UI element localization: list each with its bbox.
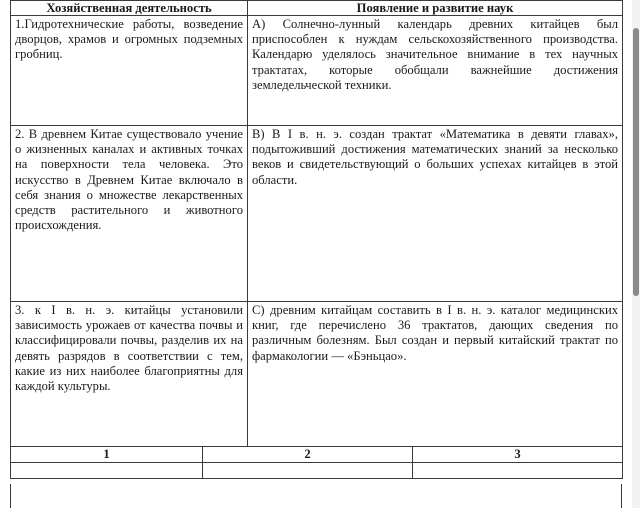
activity-cell-3: 3. к I в. н. э. китайцы установили зависимость урожаев от качества почвы и классифицировали почвы, разделив их на девять разрядов в соответствии с тем, какие из них наиболее благоприятны для каждой культуры. bbox=[11, 302, 248, 447]
science-cell-b: В) В I в. н. э. создан трактат «Математика в девяти главах», подытоживший достижения математических знаний за несколько веков и свидетельствующий о больших успехах китайцев в этой области. bbox=[248, 126, 623, 302]
activity-cell-1: 1.Гидротехнические работы, возведение дворцов, храмов и огромных подземных гробниц. bbox=[11, 16, 248, 126]
header-row bbox=[11, 1, 623, 16]
page-bottom-frame bbox=[10, 484, 622, 508]
answer-number-2: 2 bbox=[203, 447, 413, 463]
scrollbar-thumb[interactable] bbox=[633, 28, 639, 296]
science-cell-a: А) Солнечно-лунный календарь древних китайцев был приспособлен к нуждам сельскохозяйственного производства. Календарю уделялось значительное внимание в тех научных трактатах, которые обобщали важнейшие достижения земледельческой техники. bbox=[248, 16, 623, 126]
answer-cell-3[interactable] bbox=[413, 463, 623, 479]
table-row bbox=[11, 16, 623, 126]
science-cell-c: С) древним китайцам составить в I в. н. э. каталог медицинских книг, где перечислено 36 трактатов, дающих сведения по различным болезням. Был создан и первый китайский трактат по фармакологии — «Бэньцао». bbox=[248, 302, 623, 447]
header-economic-activity: Хозяйственная деятельность bbox=[11, 1, 248, 16]
table-row bbox=[11, 126, 623, 302]
answer-number-row bbox=[11, 447, 623, 463]
matching-table bbox=[10, 0, 623, 447]
worksheet-page bbox=[10, 0, 622, 508]
vertical-scrollbar[interactable] bbox=[632, 0, 640, 508]
table-row bbox=[11, 302, 623, 447]
answer-cell-1[interactable] bbox=[11, 463, 203, 479]
answer-cell-2[interactable] bbox=[203, 463, 413, 479]
header-science-development: Появление и развитие наук bbox=[248, 1, 623, 16]
answer-input-row bbox=[11, 463, 623, 479]
answer-number-3: 3 bbox=[413, 447, 623, 463]
answer-number-1: 1 bbox=[11, 447, 203, 463]
answer-table bbox=[10, 446, 623, 479]
activity-cell-2: 2. В древнем Китае существовало учение о жизненных каналах и активных точках на поверхности тела человека. Это искусство в Древнем Китае включало в себя знания о множестве лекарственных средств растительного и животного происхождения. bbox=[11, 126, 248, 302]
